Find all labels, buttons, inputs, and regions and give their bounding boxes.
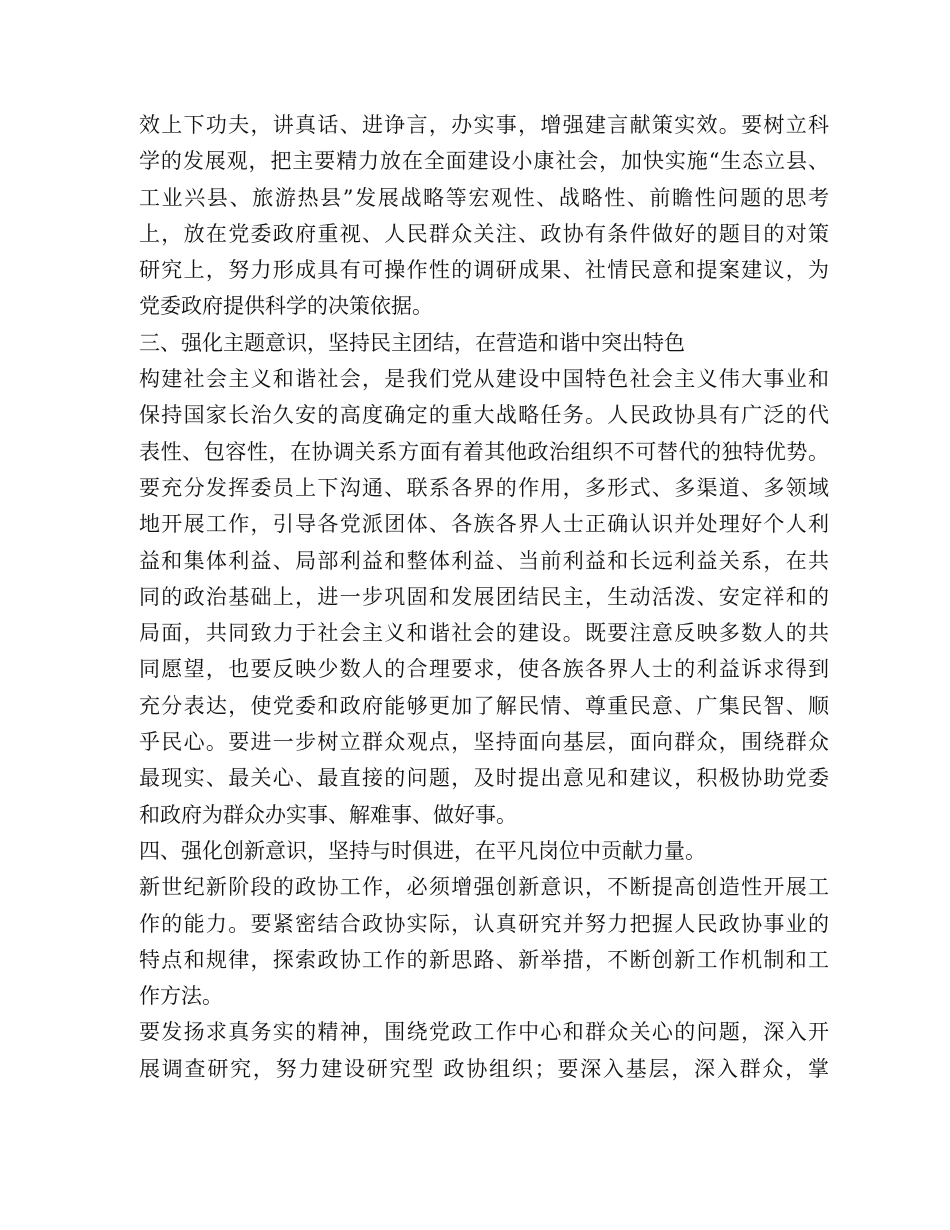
text-line: 保持国家长治久安的高度确定的重大战略任务。人民政协具有广泛的代 <box>139 403 829 428</box>
text-line: 表性、包容性，在协调关系方面有着其他政治组织不可替代的独特优势。 <box>139 439 829 464</box>
text-line: 地开展工作，引导各党派团体、各族各界人士正确认识并处理好个人利 <box>139 512 829 537</box>
text-line: 上，放在党委政府重视、人民群众关注、政协有条件做好的题目的对策 <box>139 221 829 246</box>
text-line: 益和集体利益、局部利益和整体利益、当前利益和长远利益关系，在共 <box>139 548 829 573</box>
text-line: 同的政治基础上，进一步巩固和发展团结民主，生动活泼、安定祥和的 <box>139 584 829 609</box>
text-line: 要充分发挥委员上下沟通、联系各界的作用，多形式、多渠道、多领域 <box>139 475 829 500</box>
text-line: 作方法。 <box>139 984 223 1009</box>
text-line: 党委政府提供科学的决策依据。 <box>139 294 433 319</box>
text-line: 局面，共同致力于社会主义和谐社会的建设。既要注意反映多数人的共 <box>139 621 829 646</box>
text-line: 研究上，努力形成具有可操作性的调研成果、社情民意和提案建议，为 <box>139 258 829 283</box>
document-body <box>139 107 829 1087</box>
text-line: 同愿望，也要反映少数人的合理要求，使各族各界人士的利益诉求得到 <box>139 657 829 682</box>
text-line: 工业兴县、旅游热县”发展战略等宏观性、战略性、前瞻性问题的思考 <box>139 185 829 210</box>
text-line: 特点和规律，探索政协工作的新思路、新举措，不断创新工作机制和工 <box>139 947 829 972</box>
text-line: 最现实、最关心、最直接的问题，及时提出意见和建议，积极协助党委 <box>139 766 829 791</box>
text-line: 效上下功夫，讲真话、进诤言，办实事，增强建言献策实效。要树立科 <box>139 113 829 137</box>
text-line: 充分表达，使党委和政府能够更加了解民情、尊重民意、广集民智、顺 <box>139 693 829 718</box>
text-line: 展调查研究，努力建设研究型 政协组织；要深入基层，深入群众，掌 <box>139 1056 829 1081</box>
text-line: 构建社会主义和谐社会，是我们党从建设中国特色社会主义伟大事业和 <box>139 367 829 392</box>
text-line: 乎民心。要进一步树立群众观点，坚持面向基层，面向群众，围绕群众 <box>139 730 829 755</box>
text-line: 作的能力。要紧密结合政协实际，认真研究并努力把握人民政协事业的 <box>139 911 829 936</box>
section-heading: 四、强化创新意识，坚持与时俱进，在平凡岗位中贡献力量。 <box>139 838 706 863</box>
text-line: 学的发展观，把主要精力放在全面建设小康社会，加快实施“生态立县、 <box>139 149 829 174</box>
text-line: 要发扬求真务实的精神，围绕党政工作中心和群众关心的问题，深入开 <box>139 1020 829 1045</box>
section-heading: 三、强化主题意识，坚持民主团结，在营造和谐中突出特色 <box>139 330 685 355</box>
text-line: 新世纪新阶段的政协工作，必须增强创新意识，不断提高创造性开展工 <box>139 875 829 900</box>
text-line: 和政府为群众办实事、解难事、做好事。 <box>139 802 517 827</box>
